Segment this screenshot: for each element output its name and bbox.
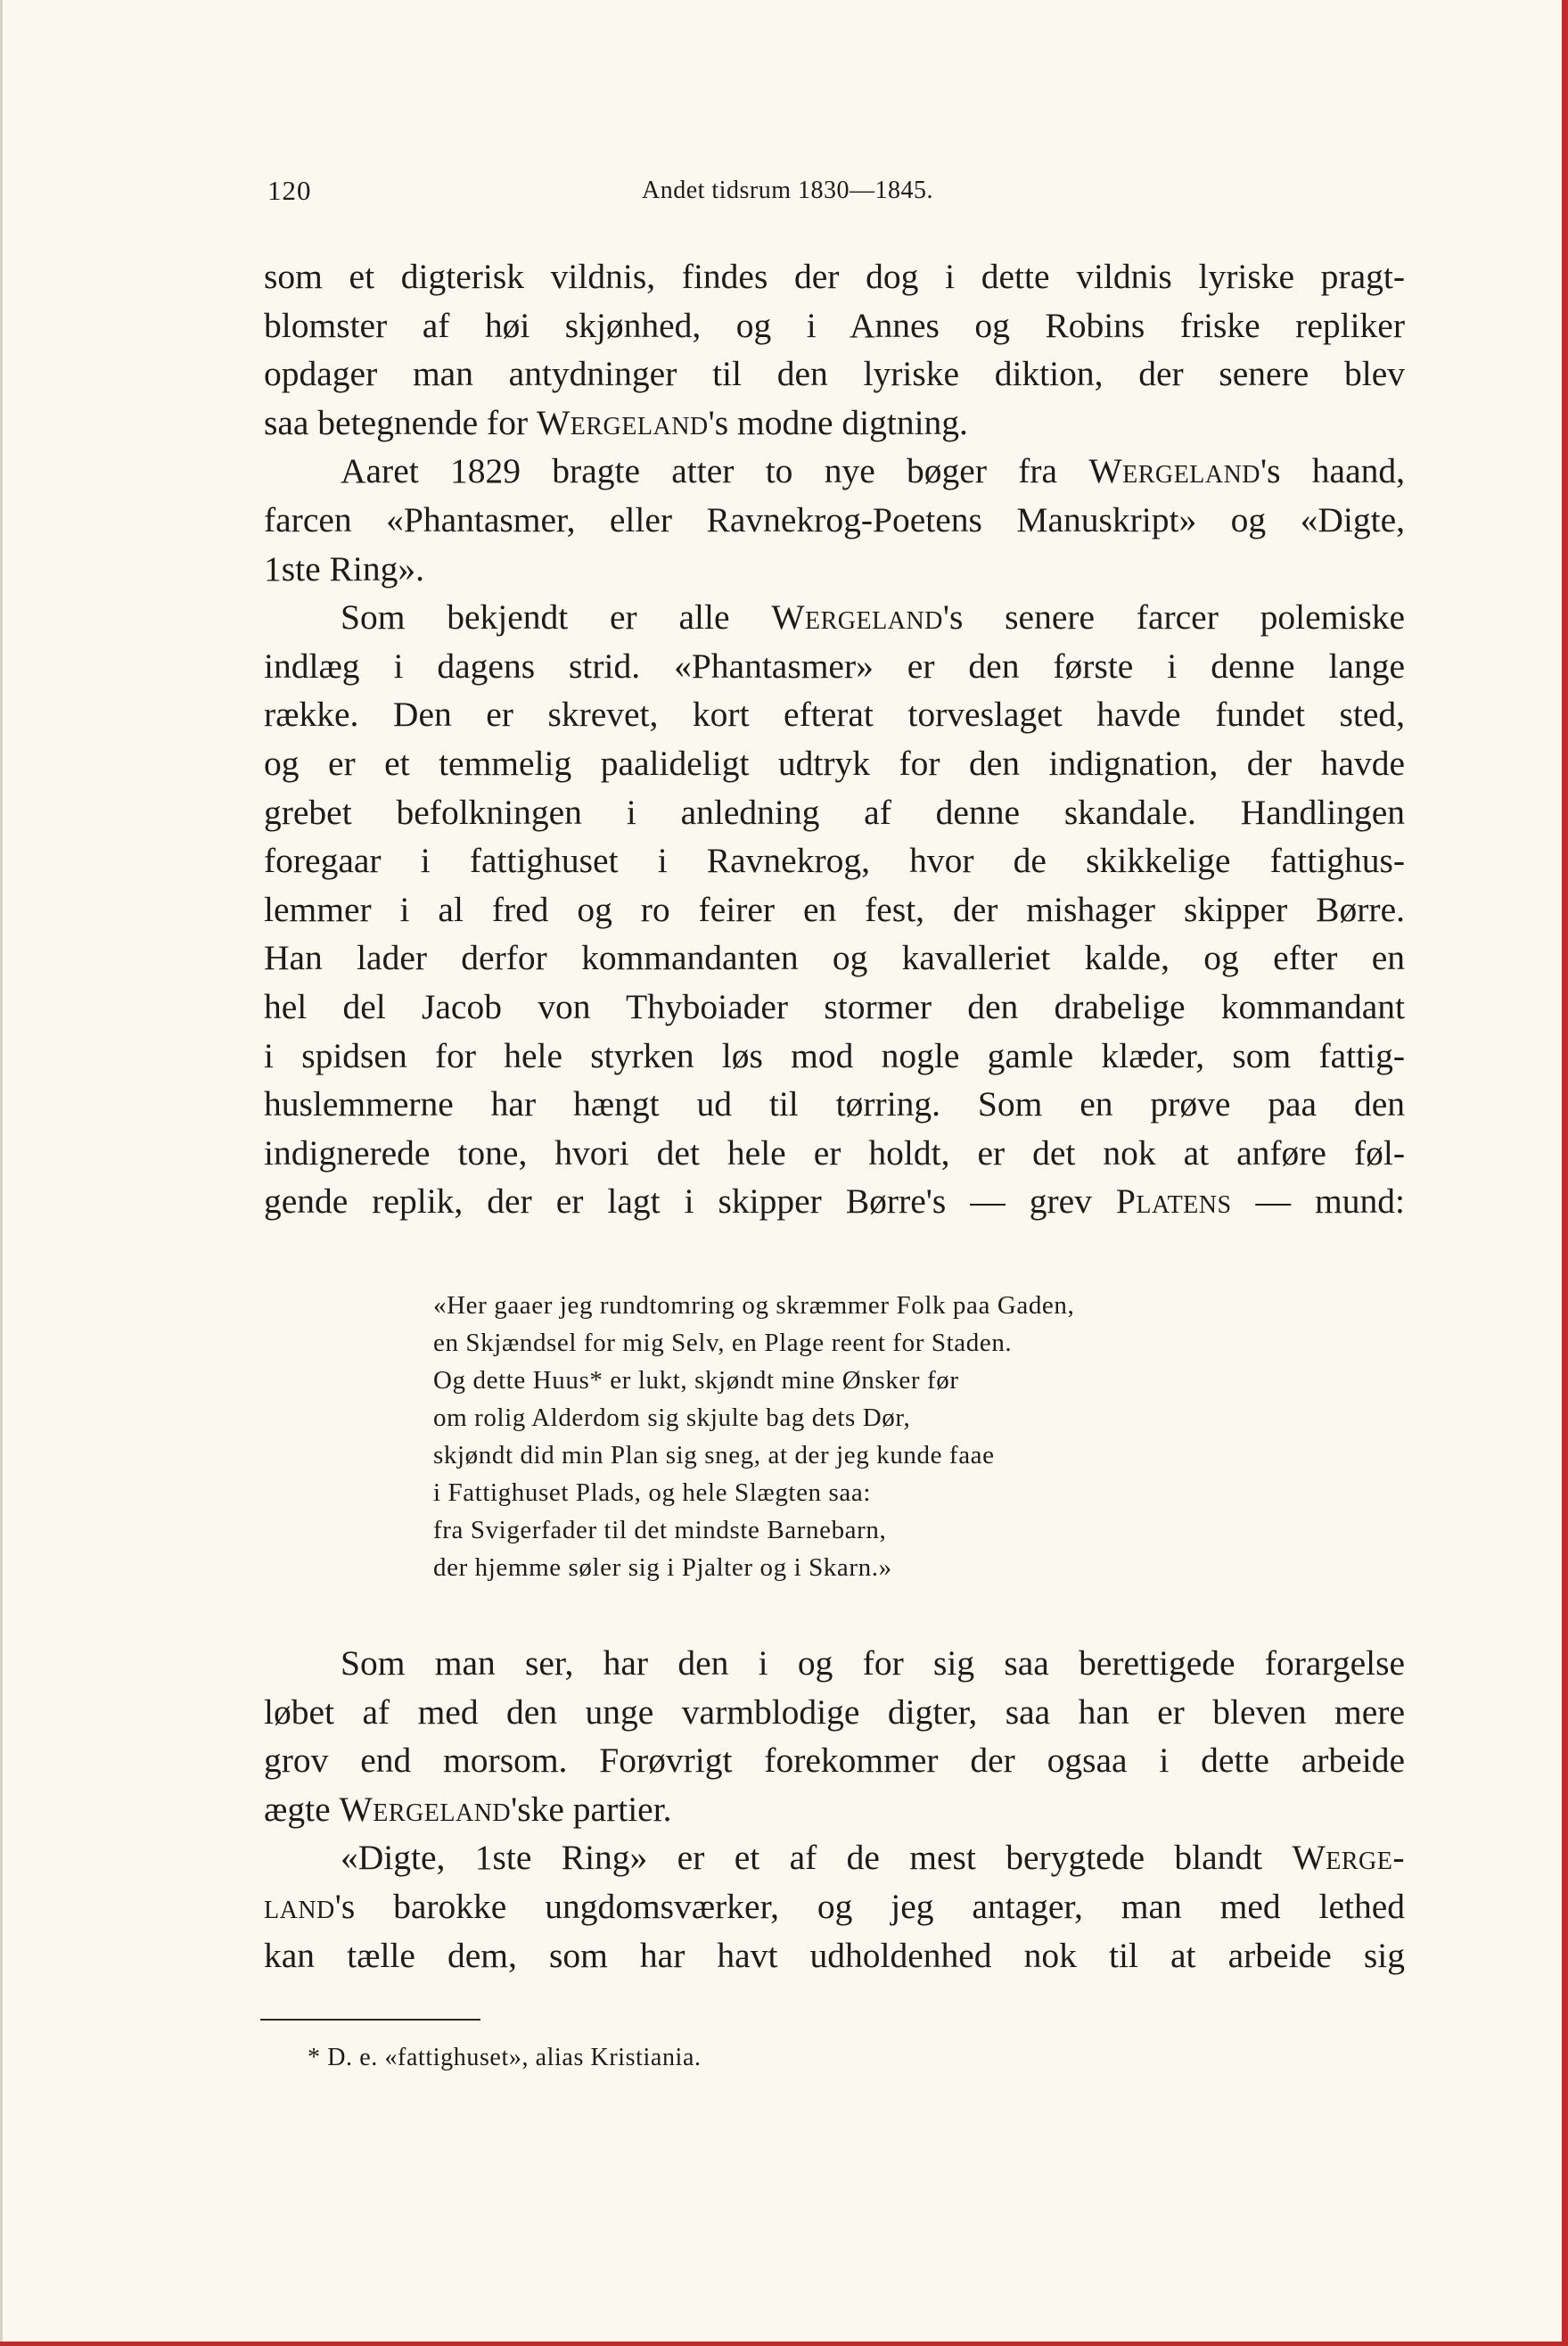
page-number: 120 (267, 175, 312, 206)
paragraph-start: Som bekjendt er alle Wergeland's senere farcer polemiske (341, 597, 1405, 638)
text-line: som et digterisk vildnis, findes der dog i dette vildnis lyriske pragt- (264, 257, 1405, 296)
poem-line: skjøndt did min Plan sig sneg, at der jeg kunde faae (433, 1441, 995, 1469)
text-line: og er et temmelig paalideligt udtryk for den indignation, der havde (264, 743, 1405, 783)
text-line: kan tælle dem, som har havt udholdenhed nok til at arbeide sig (264, 1935, 1405, 1975)
continued-text (264, 1639, 1405, 1980)
quoted-poem (433, 1287, 1271, 1586)
author-name: Werge- (1292, 1838, 1405, 1878)
text-line: foregaar i fattighuset i Ravnekrog, hvor de skikkelige fattighus- (264, 841, 1405, 881)
paragraph-start: Aaret 1829 bragte atter to nye bøger fra Wergeland's haand, (341, 451, 1405, 491)
text-line: hel del Jacob von Thyboiader stormer den drabelige kommandant (264, 986, 1405, 1026)
poem-line: i Fattighuset Plads, og hele Slægten saa: (433, 1478, 871, 1507)
author-name: Wergeland (536, 402, 709, 442)
author-name: land (264, 1886, 335, 1926)
text-line: saa betegnende for Wergeland's modne digtning. (264, 402, 968, 442)
text-line: blomster af høi skjønhed, og i Annes og Robins friske repliker (264, 305, 1405, 345)
poem-line: «Her gaaer jeg rundtomring og skræmmer Folk paa Gaden, (433, 1291, 1075, 1320)
text-line: ægte Wergeland'ske partier. (264, 1789, 672, 1829)
text-line: 1ste Ring». (264, 548, 424, 589)
person-name: Platens (1115, 1181, 1232, 1222)
text-line: gende replik, der er lagt i skipper Børre's — grev Platens — mund: (264, 1181, 1405, 1222)
page-header (267, 175, 1400, 219)
paragraph-start: «Digte, 1ste Ring» er et af de mest berygtede blandt Werge- (341, 1838, 1405, 1878)
text-line: grov end morsom. Forøvrigt forekommer der ogsaa i dette arbeide (264, 1741, 1405, 1781)
footnote-divider (260, 2019, 480, 2021)
author-name: Wergeland (1088, 451, 1261, 491)
author-name: Wergeland (771, 597, 943, 638)
text-line: grebet befolkningen i anledning af denne skandale. Handlingen (264, 792, 1405, 832)
running-title: Andet tidsrum 1830—1845. (642, 177, 933, 204)
page-edge-right (1562, 0, 1568, 2346)
text-line: opdager man antydninger til den lyriske diktion, der senere blev (264, 354, 1405, 394)
text-line: indignerede tone, hvori det hele er holdt, er det nok at anføre føl- (264, 1132, 1405, 1173)
poem-line: fra Svigerfader til det mindste Barnebarn, (433, 1516, 887, 1544)
poem-line: en Skjændsel for mig Selv, en Plage reent for Staden. (433, 1329, 1013, 1357)
text-line: land's barokke ungdomsværker, og jeg antager, man med lethed (264, 1886, 1405, 1926)
text-line: lemmer i al fred og ro feirer en fest, der mishager skipper Børre. (264, 889, 1405, 929)
page-edge-left (0, 0, 3, 2346)
poem-line: om rolig Alderdom sig skjulte bag dets Dør, (433, 1403, 911, 1432)
text-line: række. Den er skrevet, kort efterat torveslaget havde fundet sted, (264, 695, 1405, 735)
poem-line: Og dette Huus* er lukt, skjøndt mine Ønsker før (433, 1366, 959, 1395)
paragraph-start: Som man ser, har den i og for sig saa berettigede forargelse (341, 1643, 1405, 1683)
main-text (264, 252, 1405, 1226)
text-line: løbet af med den unge varmblodige digter, saa han er bleven mere (264, 1692, 1405, 1732)
author-name: Wergeland (339, 1789, 512, 1829)
text-line: farcen «Phantasmer, eller Ravnekrog-Poetens Manuskript» og «Digte, (264, 499, 1405, 539)
text-line: Han lader derfor kommandanten og kavalleriet kalde, og efter en (264, 938, 1405, 978)
text-line: indlæg i dagens strid. «Phantasmer» er den første i denne lange (264, 646, 1405, 686)
text-line: huslemmerne har hængt ud til tørring. Som en prøve paa den (264, 1084, 1405, 1124)
page-edge-bottom (0, 2342, 1568, 2346)
poem-line: der hjemme søler sig i Pjalter og i Skarn.» (433, 1553, 892, 1582)
footnote: * D. e. «fattighuset», alias Kristiania. (308, 2044, 702, 2071)
text-line: i spidsen for hele styrken løs mod nogle gamle klæder, som fattig- (264, 1035, 1405, 1075)
